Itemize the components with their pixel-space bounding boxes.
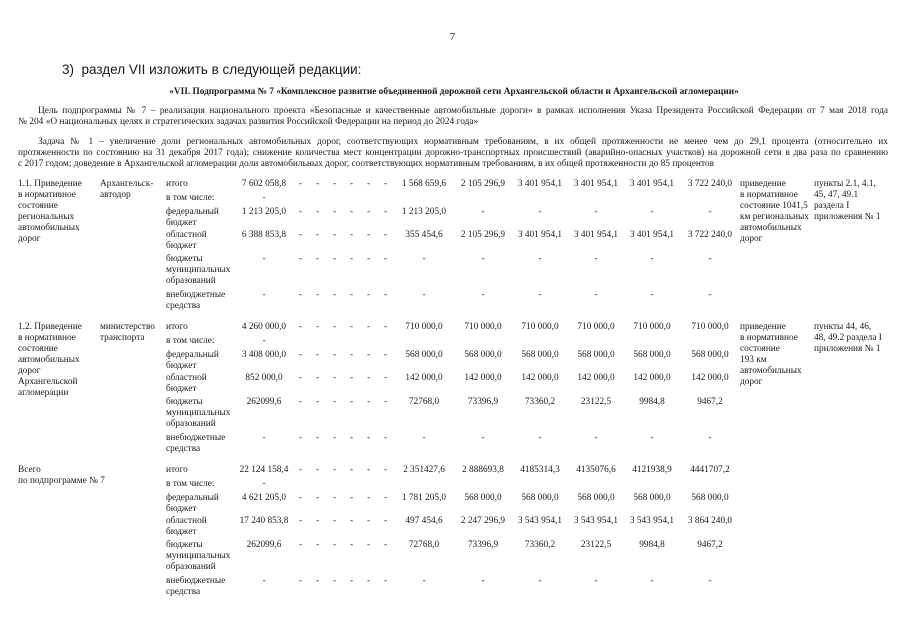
year-amount <box>624 193 680 207</box>
early-year-amount: - <box>315 397 320 407</box>
year-amount: - <box>650 254 654 264</box>
early-year-amount: - <box>383 465 388 475</box>
early-year-amount <box>343 336 360 350</box>
early-year-amount: - <box>366 397 371 407</box>
year-amount: 3 401 954,1 <box>517 179 563 189</box>
funding-source: в том числе: <box>166 479 215 489</box>
early-year-amount: - <box>349 207 354 217</box>
year-amount: 3 543 954,1 <box>629 516 675 526</box>
year-amount <box>454 479 512 493</box>
year-amount <box>568 193 624 207</box>
funding-source: областной бюджет <box>166 516 207 537</box>
year-amount: 3 864 240,0 <box>687 516 733 526</box>
early-year-amount <box>292 336 309 350</box>
year-amount: - <box>708 207 712 217</box>
early-year-amount: - <box>366 516 371 526</box>
early-year-amount: - <box>315 465 320 475</box>
year-amount: 3 722 240,0 <box>687 179 733 189</box>
year-amount: 1 781 205,0 <box>401 493 447 503</box>
early-year-amount: - <box>298 397 303 407</box>
year-amount: 3 543 954,1 <box>517 516 563 526</box>
early-year-amount: - <box>315 207 320 217</box>
early-year-amount: - <box>298 516 303 526</box>
early-year-amount: - <box>315 516 320 526</box>
total-amount: 262099,6 <box>246 397 282 407</box>
measure-name: 1.2. Приведение в нормативное состояние автомобильных дорог Архангельской агломерации <box>18 322 82 398</box>
early-year-amount: - <box>298 493 303 503</box>
early-year-amount: - <box>332 373 337 383</box>
early-year-amount: - <box>332 576 337 586</box>
year-amount <box>454 336 512 350</box>
year-amount: 4441707,2 <box>690 465 730 475</box>
year-amount <box>624 336 680 350</box>
year-amount: - <box>708 254 712 264</box>
early-year-amount: - <box>315 576 320 586</box>
expected-result: приведение в нормативное состояние 193 км автомобильных дорог <box>740 322 802 387</box>
year-amount: - <box>650 290 654 300</box>
early-year-amount: - <box>332 397 337 407</box>
year-amount <box>394 479 454 493</box>
year-amount: - <box>481 290 485 300</box>
year-amount <box>454 193 512 207</box>
early-year-amount: - <box>332 433 337 443</box>
year-amount: 142 000,0 <box>521 373 559 383</box>
early-year-amount: - <box>315 540 320 550</box>
early-year-amount: - <box>349 230 354 240</box>
year-amount <box>512 336 568 350</box>
total-amount: 4 260 000,0 <box>241 322 287 332</box>
early-year-amount: - <box>332 290 337 300</box>
early-year-amount: - <box>349 540 354 550</box>
early-year-amount <box>309 193 326 207</box>
early-year-amount: - <box>366 207 371 217</box>
total-amount: 7 602 058,8 <box>241 179 287 189</box>
early-year-amount: - <box>366 179 371 189</box>
year-amount: 4135076,6 <box>576 465 616 475</box>
indicator-link: пункты 2.1, 4.1, 45, 47, 49.1 раздела I приложения № 1 <box>814 179 881 222</box>
year-amount: - <box>594 254 598 264</box>
year-amount: 23122,5 <box>580 397 612 407</box>
early-year-amount: - <box>383 373 388 383</box>
early-year-amount: - <box>298 290 303 300</box>
funding-source: федеральный бюджет <box>166 493 219 514</box>
early-year-amount: - <box>366 465 371 475</box>
year-amount: 355 454,6 <box>405 230 443 240</box>
early-year-amount: - <box>315 230 320 240</box>
early-year-amount: - <box>383 254 388 264</box>
year-amount: 568 000,0 <box>633 493 671 503</box>
early-year-amount: - <box>349 350 354 360</box>
year-amount: - <box>422 254 426 264</box>
year-amount: 1 568 659,6 <box>401 179 447 189</box>
year-amount: - <box>708 433 712 443</box>
early-year-amount: - <box>349 516 354 526</box>
year-amount: - <box>650 576 654 586</box>
total-amount: - <box>262 254 266 264</box>
year-amount: - <box>422 290 426 300</box>
year-amount: 3 401 954,1 <box>573 179 619 189</box>
year-amount: - <box>538 433 542 443</box>
year-amount <box>568 479 624 493</box>
year-amount: 568 000,0 <box>691 493 729 503</box>
year-amount: - <box>594 576 598 586</box>
early-year-amount: - <box>383 493 388 503</box>
early-year-amount: - <box>298 465 303 475</box>
early-year-amount: - <box>298 322 303 332</box>
year-amount: - <box>538 576 542 586</box>
early-year-amount: - <box>383 230 388 240</box>
year-amount: 497 454,6 <box>405 516 443 526</box>
early-year-amount <box>326 336 343 350</box>
year-amount: 568 000,0 <box>577 350 615 360</box>
early-year-amount: - <box>315 433 320 443</box>
early-year-amount: - <box>366 493 371 503</box>
early-year-amount <box>343 479 360 493</box>
early-year-amount <box>343 193 360 207</box>
early-year-amount: - <box>366 254 371 264</box>
indicator-link: пункты 44, 46, 48, 49.2 раздела I приложения № 1 <box>814 322 882 354</box>
early-year-amount: - <box>383 576 388 586</box>
year-amount: 9467,2 <box>697 397 723 407</box>
early-year-amount: - <box>349 397 354 407</box>
year-amount: 3 401 954,1 <box>573 230 619 240</box>
early-year-amount: - <box>383 179 388 189</box>
early-year-amount: - <box>349 373 354 383</box>
year-amount <box>394 336 454 350</box>
funding-source: федеральный бюджет <box>166 207 219 228</box>
early-year-amount <box>309 336 326 350</box>
early-year-amount: - <box>298 230 303 240</box>
expected-result: приведение в нормативное состояние 1041,5 км региональных автомобильных дорог <box>740 179 809 244</box>
year-amount: 73396,9 <box>467 397 499 407</box>
year-amount: 3 401 954,1 <box>517 230 563 240</box>
year-amount: 142 000,0 <box>405 373 443 383</box>
early-year-amount <box>377 193 394 207</box>
year-amount: 3 722 240,0 <box>687 230 733 240</box>
early-year-amount: - <box>383 433 388 443</box>
subprogram-title: «VII. Подпрограмма № 7 «Комплексное развитие объединенной дорожной сети Архангельской области и Архангельской агломерации» <box>169 87 739 97</box>
year-amount: 568 000,0 <box>464 493 502 503</box>
early-year-amount: - <box>332 207 337 217</box>
total-amount: 4 621 205,0 <box>241 493 287 503</box>
early-year-amount: - <box>366 373 371 383</box>
year-amount: - <box>481 576 485 586</box>
year-amount: - <box>481 254 485 264</box>
early-year-amount <box>360 479 377 493</box>
year-amount <box>680 479 740 493</box>
year-amount: - <box>594 207 598 217</box>
goal-line: Цель подпрограммы № 7 – реализация национального проекта «Безопасные и качественные автомобильные дороги» в рамках исполнения Указа Президента Российской Федерации от 7 мая 2018 года <box>38 106 888 116</box>
early-year-amount: - <box>349 433 354 443</box>
early-year-amount: - <box>349 322 354 332</box>
total-amount: - <box>262 576 266 586</box>
early-year-amount: - <box>332 230 337 240</box>
measure-name: 1.1. Приведение в нормативное состояние региональных автомобильных дорог <box>18 179 82 244</box>
year-amount: 568 000,0 <box>577 493 615 503</box>
total-amount: 22 124 158,4 <box>239 465 289 475</box>
early-year-amount: - <box>349 179 354 189</box>
year-amount: 710 000,0 <box>521 322 559 332</box>
year-amount: 568 000,0 <box>633 350 671 360</box>
year-amount <box>624 479 680 493</box>
early-year-amount: - <box>315 493 320 503</box>
early-year-amount: - <box>366 322 371 332</box>
year-amount: 4121938,9 <box>632 465 672 475</box>
early-year-amount: - <box>315 254 320 264</box>
early-year-amount: - <box>298 254 303 264</box>
task-line: Задача № 1 – увеличение доли региональных автомобильных дорог, соответствующих нормативным требованиям, в их общей протяженности не менее чем до 29,1 процента (относительно их <box>38 137 888 147</box>
total-amount: - <box>262 479 266 489</box>
funding-source: бюджеты муниципальных образований <box>166 540 231 572</box>
early-year-amount: - <box>332 493 337 503</box>
year-amount: 72768,0 <box>408 397 440 407</box>
year-amount: 568 000,0 <box>521 493 559 503</box>
year-amount <box>512 193 568 207</box>
early-year-amount: - <box>383 397 388 407</box>
year-amount: 9984,8 <box>639 397 665 407</box>
funding-source: внебюджетные средства <box>166 576 226 597</box>
early-year-amount: - <box>366 290 371 300</box>
financing-table <box>18 179 890 600</box>
year-amount <box>512 479 568 493</box>
year-amount: 2 247 296,9 <box>460 516 506 526</box>
early-year-amount: - <box>298 576 303 586</box>
responsible-executor: министерство транспорта <box>100 322 155 343</box>
early-year-amount: - <box>366 230 371 240</box>
year-amount: 4185314,3 <box>520 465 560 475</box>
year-amount: 710 000,0 <box>405 322 443 332</box>
early-year-amount: - <box>315 290 320 300</box>
early-year-amount: - <box>383 290 388 300</box>
year-amount: 142 000,0 <box>633 373 671 383</box>
task-paragraph <box>18 137 888 170</box>
early-year-amount <box>360 193 377 207</box>
year-amount: 568 000,0 <box>405 350 443 360</box>
year-amount: - <box>708 576 712 586</box>
early-year-amount: - <box>315 179 320 189</box>
early-year-amount: - <box>332 179 337 189</box>
page-number: 7 <box>449 31 456 43</box>
early-year-amount: - <box>298 207 303 217</box>
early-year-amount: - <box>332 465 337 475</box>
total-amount: 6 388 853,8 <box>241 230 287 240</box>
total-amount: 1 213 205,0 <box>241 207 287 217</box>
early-year-amount: - <box>315 322 320 332</box>
year-amount: 23122,5 <box>580 540 612 550</box>
funding-source: внебюджетные средства <box>166 290 226 311</box>
early-year-amount: - <box>349 493 354 503</box>
measure-name: Всего по подпрограмме № 7 <box>18 465 105 486</box>
year-amount: 568 000,0 <box>691 350 729 360</box>
task-line: с 2017 годом; доведение в Архангельской агломерации доли автомобильных дорог, соответствующих нормативным требованиям, в их общей протяженности до 85 процентов <box>18 159 715 169</box>
year-amount: 710 000,0 <box>464 322 502 332</box>
early-year-amount <box>377 336 394 350</box>
total-amount: 852 000,0 <box>245 373 283 383</box>
total-amount: 3 408 000,0 <box>241 350 287 360</box>
year-amount: 3 543 954,1 <box>573 516 619 526</box>
year-amount <box>568 336 624 350</box>
year-amount: 9467,2 <box>697 540 723 550</box>
early-year-amount: - <box>349 290 354 300</box>
early-year-amount: - <box>332 350 337 360</box>
year-amount: - <box>481 433 485 443</box>
early-year-amount: - <box>298 373 303 383</box>
year-amount: - <box>650 433 654 443</box>
early-year-amount: - <box>298 540 303 550</box>
early-year-amount <box>326 193 343 207</box>
early-year-amount: - <box>366 540 371 550</box>
year-amount: 710 000,0 <box>691 322 729 332</box>
funding-source: областной бюджет <box>166 230 207 251</box>
early-year-amount <box>377 479 394 493</box>
goal-line: № 204 «О национальных целях и стратегических задачах развития Российской Федерации на период до 2024 года» <box>18 117 479 127</box>
expected-result <box>740 465 814 600</box>
early-year-amount: - <box>332 516 337 526</box>
responsible-executor: Архангельск- автодор <box>100 179 154 200</box>
year-amount: - <box>594 433 598 443</box>
year-amount: - <box>481 207 485 217</box>
funding-source: итого <box>166 179 188 189</box>
year-amount <box>394 193 454 207</box>
early-year-amount: - <box>366 433 371 443</box>
early-year-amount: - <box>349 254 354 264</box>
year-amount: - <box>594 290 598 300</box>
funding-source: бюджеты муниципальных образований <box>166 397 231 429</box>
year-amount: - <box>538 290 542 300</box>
funding-source: итого <box>166 465 188 475</box>
funding-source: внебюджетные средства <box>166 433 226 454</box>
task-line: протяженности по состоянию на 31 декабря 2017 года); снижение количества мест концентрации дорожно-транспортных происшествий (аварийно-опасных участков) на дорожной сети в два раза по сравнению <box>18 148 888 158</box>
year-amount: 2 351427,6 <box>403 465 445 475</box>
funding-source: итого <box>166 322 188 332</box>
early-year-amount: - <box>298 433 303 443</box>
funding-source: областной бюджет <box>166 373 207 394</box>
total-amount: - <box>262 433 266 443</box>
year-amount: 142 000,0 <box>464 373 502 383</box>
early-year-amount: - <box>332 540 337 550</box>
table-row <box>18 179 890 193</box>
total-amount: - <box>262 290 266 300</box>
year-amount: - <box>538 207 542 217</box>
year-amount: 73360,2 <box>524 540 556 550</box>
year-amount: 568 000,0 <box>464 350 502 360</box>
early-year-amount: - <box>332 322 337 332</box>
amendment-instruction: 3) раздел VII изложить в следующей редакции: <box>62 62 362 77</box>
funding-source: в том числе: <box>166 336 215 346</box>
early-year-amount <box>326 479 343 493</box>
year-amount: 710 000,0 <box>577 322 615 332</box>
total-amount: 262099,6 <box>246 540 282 550</box>
early-year-amount: - <box>315 350 320 360</box>
funding-source: федеральный бюджет <box>166 350 219 371</box>
table-body <box>18 179 890 600</box>
early-year-amount: - <box>383 350 388 360</box>
year-amount: 2 105 296,9 <box>460 230 506 240</box>
table-row <box>18 465 890 479</box>
year-amount: 142 000,0 <box>691 373 729 383</box>
early-year-amount: - <box>383 516 388 526</box>
year-amount: - <box>422 433 426 443</box>
table-row <box>18 322 890 336</box>
funding-source: в том числе: <box>166 193 215 203</box>
year-amount: 73396,9 <box>467 540 499 550</box>
early-year-amount: - <box>383 540 388 550</box>
early-year-amount: - <box>349 576 354 586</box>
year-amount <box>680 193 740 207</box>
year-amount: 568 000,0 <box>521 350 559 360</box>
year-amount: 2 888693,8 <box>462 465 504 475</box>
early-year-amount: - <box>383 207 388 217</box>
early-year-amount: - <box>349 465 354 475</box>
early-year-amount: - <box>366 350 371 360</box>
year-amount: - <box>422 576 426 586</box>
total-amount: 17 240 853,8 <box>239 516 289 526</box>
year-amount: - <box>538 254 542 264</box>
early-year-amount <box>292 193 309 207</box>
goal-paragraph <box>18 106 888 128</box>
early-year-amount: - <box>315 373 320 383</box>
early-year-amount: - <box>383 322 388 332</box>
year-amount: 3 401 954,1 <box>629 230 675 240</box>
year-amount: - <box>650 207 654 217</box>
early-year-amount: - <box>298 179 303 189</box>
year-amount: 3 401 954,1 <box>629 179 675 189</box>
early-year-amount <box>309 479 326 493</box>
year-amount: 2 105 296,9 <box>460 179 506 189</box>
early-year-amount <box>292 479 309 493</box>
year-amount: 710 000,0 <box>633 322 671 332</box>
total-amount: - <box>262 336 266 346</box>
early-year-amount: - <box>298 350 303 360</box>
indicator-link <box>814 465 890 600</box>
year-amount: 142 000,0 <box>577 373 615 383</box>
year-amount: 72768,0 <box>408 540 440 550</box>
year-amount: - <box>708 290 712 300</box>
year-amount: 73360,2 <box>524 397 556 407</box>
funding-source: бюджеты муниципальных образований <box>166 254 231 286</box>
year-amount: 9984,8 <box>639 540 665 550</box>
total-amount: - <box>262 193 266 203</box>
early-year-amount: - <box>332 254 337 264</box>
early-year-amount <box>360 336 377 350</box>
year-amount: 1 213 205,0 <box>401 207 447 217</box>
year-amount <box>680 336 740 350</box>
early-year-amount: - <box>366 576 371 586</box>
